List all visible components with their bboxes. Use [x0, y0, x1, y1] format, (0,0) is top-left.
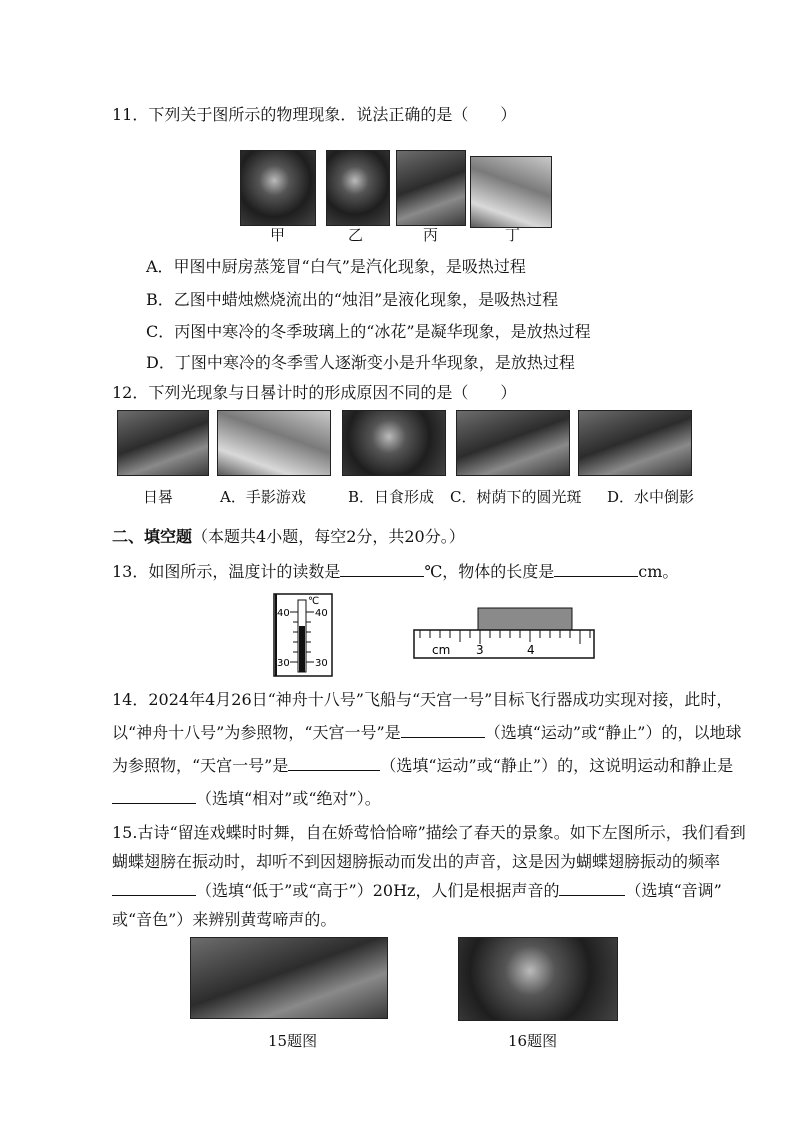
- ruler-tick-4: 4: [527, 643, 535, 657]
- q11-stem: 11．下列关于图所示的物理现象．说法正确的是（ ）: [112, 105, 517, 124]
- q12-image-reflection: [578, 410, 692, 476]
- q11-label-jia: 甲: [270, 226, 286, 244]
- q13-blank-length[interactable]: [554, 562, 638, 577]
- ruler-tick-3: 3: [476, 643, 484, 657]
- q14-line2a: 以“神舟十八号”为参照物，“天宫一号”是: [112, 723, 401, 742]
- q12-image-sundial: [117, 410, 209, 476]
- q11-image-ding: [470, 156, 552, 228]
- thermo-right-40: 40: [315, 608, 328, 619]
- q14-blank-2[interactable]: [288, 756, 380, 771]
- q12-label-sundial: 日晷: [143, 488, 174, 506]
- q12-label-c: C．树荫下的圆光斑: [450, 488, 582, 506]
- ruler-unit: cm: [432, 643, 451, 657]
- q14-line3: [112, 756, 733, 776]
- q11-option-b: B．乙图中蜡烛燃烧流出的“烛泪”是液化现象，是吸热过程: [146, 290, 559, 309]
- q14-blank-1[interactable]: [401, 723, 485, 738]
- q14-line1: 14．2024年4月26日“神舟十八号”飞船与“天宫一号”目标飞行器成功实现对接，此时，: [112, 690, 733, 709]
- q14-line4: [112, 789, 381, 809]
- q11-image-bing: [396, 150, 466, 226]
- q13-text: [112, 562, 678, 582]
- q13-thermometer: [268, 590, 338, 680]
- q12-stem: 12．下列光现象与日晷计时的形成原因不同的是（ ）: [112, 383, 517, 402]
- q15-blank-1[interactable]: [112, 881, 196, 896]
- section-note: （本题共4小题，每空2分，共20分。）: [192, 527, 465, 546]
- q12-label-d: D．水中倒影: [607, 488, 695, 506]
- q12-image-hand-shadow: [217, 410, 331, 476]
- q13-blank-temperature[interactable]: [340, 562, 424, 577]
- ruler-object: [478, 608, 572, 630]
- fig16-caption: 16题图: [508, 1032, 558, 1050]
- q15-line3: [112, 881, 722, 901]
- q15-line4: 或“音色”）来辨别黄莺啼声的。: [112, 910, 337, 929]
- thermo-left-30: 30: [277, 658, 290, 669]
- q15-line1: 15.古诗“留连戏蝶时时舞，自在娇莺恰恰啼”描绘了春天的景象。如下左图所示，我们看到: [112, 823, 746, 842]
- q13-unit1: ℃，物体的长度是: [424, 562, 555, 581]
- q13-ruler: [410, 602, 600, 662]
- q14-line3b: （选填“运动”或“静止”）的，这说明运动和静止是: [380, 756, 734, 775]
- section-heading: [112, 527, 465, 547]
- q11-option-d: D．丁图中寒冷的冬季雪人逐渐变小是升华现象，是放热过程: [146, 353, 575, 372]
- q12-label-b: B．日食形成: [348, 488, 435, 506]
- fig15-butterfly-image: [190, 937, 388, 1019]
- fig15-caption: 15题图: [268, 1032, 318, 1050]
- q15-line3a: （选填“低于”或“高于”）20Hz，人们是根据声音的: [196, 881, 560, 900]
- q12-label-a: A．手影游戏: [220, 488, 306, 506]
- q12-image-eclipse: [342, 410, 446, 476]
- q11-label-yi: 乙: [348, 226, 364, 244]
- q13-part1: 13．如图所示，温度计的读数是: [112, 562, 341, 581]
- fig16-bird-image: [458, 937, 618, 1021]
- thermo-unit: ℃: [308, 596, 320, 607]
- thermo-left-40: 40: [277, 608, 290, 619]
- q11-image-yi: [326, 150, 390, 226]
- q15-line2: 蝴蝶翅膀在振动时，却听不到因翅膀振动而发出的声音，这是因为蝴蝶翅膀振动的频率: [112, 852, 721, 871]
- q14-line2: [112, 723, 741, 743]
- q13-unit2: cm。: [638, 562, 679, 581]
- thermo-right-30: 30: [315, 658, 328, 669]
- q14-blank-3[interactable]: [112, 789, 196, 804]
- q12-image-tree-spots: [456, 410, 570, 476]
- q11-label-ding: 丁: [505, 226, 521, 244]
- q14-line4-text: （选填“相对”或“绝对”）。: [196, 789, 381, 808]
- q15-line3b: （选填“音调”: [625, 881, 722, 900]
- q11-image-jia: [240, 150, 316, 226]
- q14-line3a: 为参照物，“天宫一号”是: [112, 756, 289, 775]
- q15-blank-2[interactable]: [559, 881, 625, 896]
- q11-option-a: A．甲图中厨房蒸笼冒“白气”是汽化现象，是吸热过程: [146, 257, 526, 276]
- q11-option-c: C．丙图中寒冷的冬季玻璃上的“冰花”是凝华现象，是放热过程: [146, 322, 591, 341]
- section-title: 二、填空题: [112, 527, 193, 546]
- q11-label-bing: 丙: [423, 226, 439, 244]
- q14-line2b: （选填“运动”或“静止”）的，以地球: [484, 723, 742, 742]
